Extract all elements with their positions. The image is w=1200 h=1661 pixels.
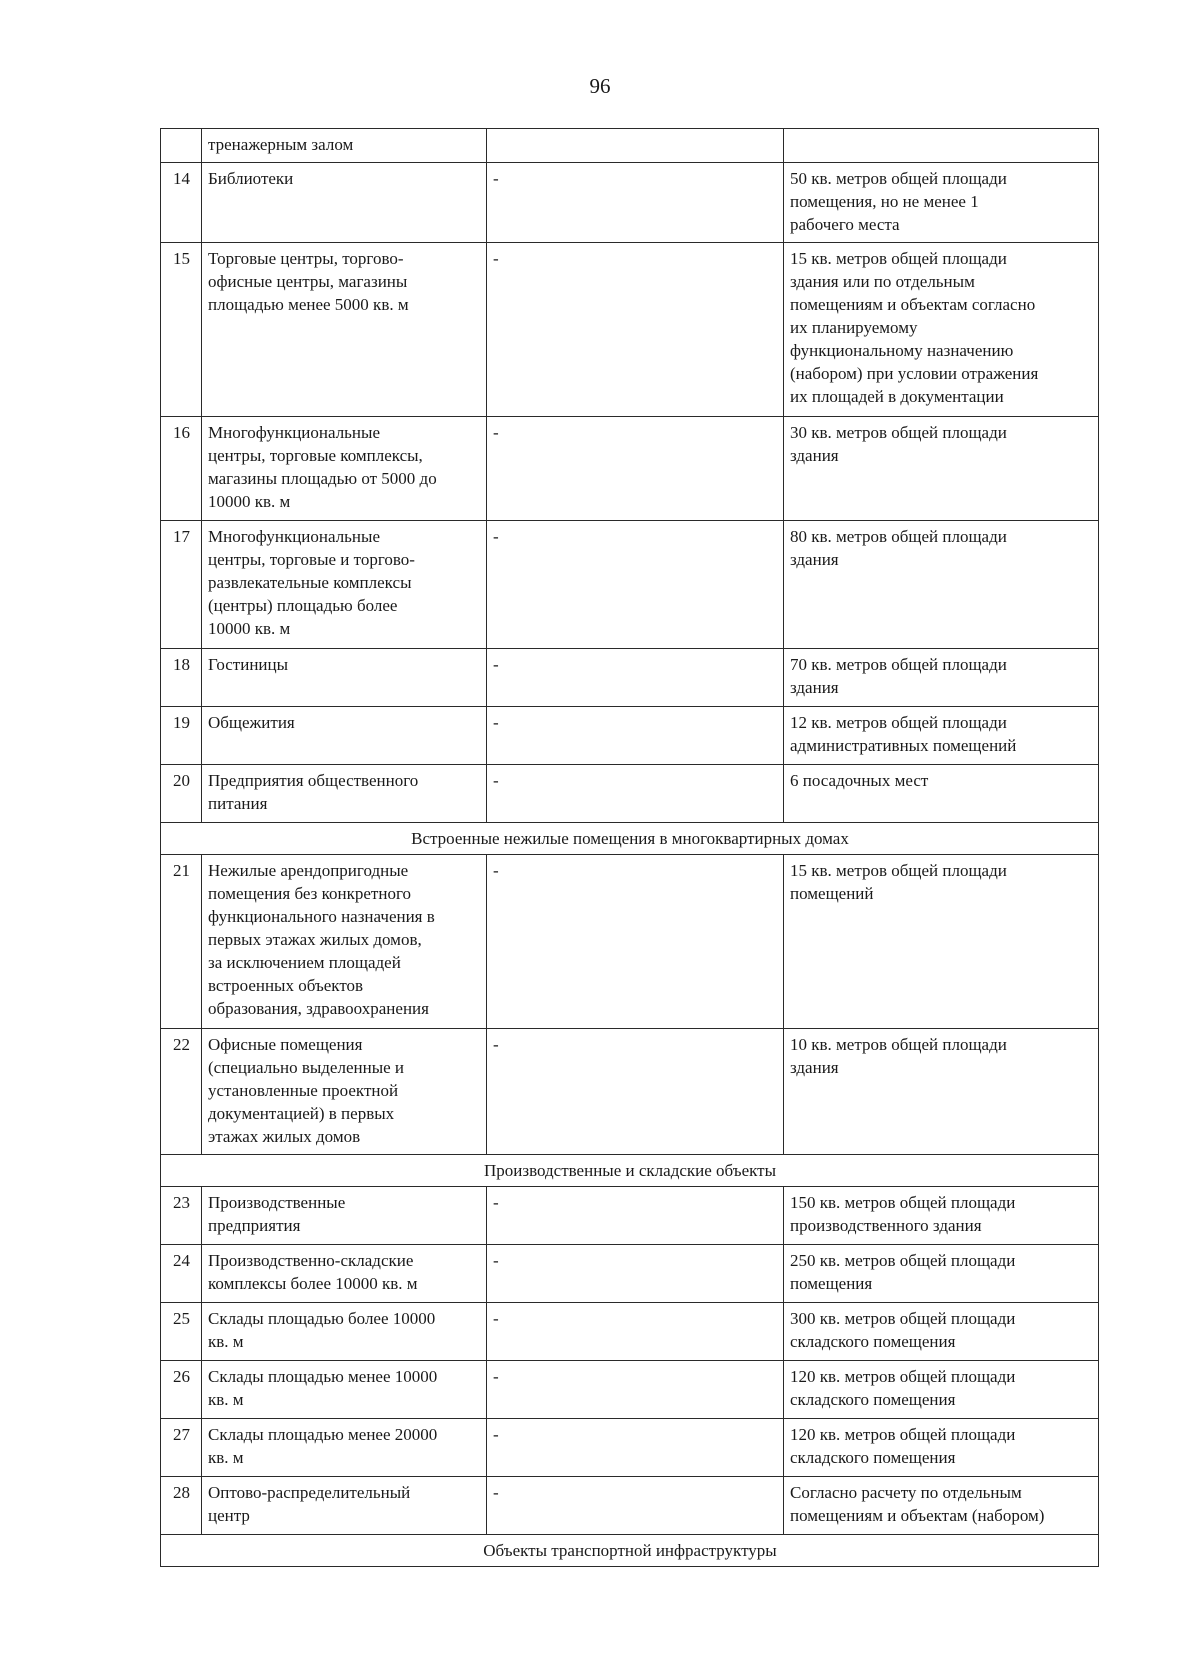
row-name-line: Предприятия общественного: [208, 771, 419, 790]
row-norm-line: функциональному назначению: [790, 341, 1014, 360]
table-row: [161, 649, 1099, 707]
row-norm-cell: [784, 649, 1099, 707]
row-norm-line: здания: [790, 678, 839, 697]
row-norm-cell: [784, 855, 1099, 1029]
section-heading: Встроенные нежилые помещения в многоквартирных домах: [161, 823, 1099, 855]
row-name-cell: [202, 707, 487, 765]
row-name-line: Склады площадью менее 20000: [208, 1425, 438, 1444]
row-name-line: (специально выделенные и: [208, 1058, 405, 1077]
row-norm-line: складского помещения: [790, 1448, 956, 1467]
row-norm-line: 15 кв. метров общей площади: [790, 861, 1007, 880]
row-number: 22: [161, 1029, 202, 1155]
table-row: [161, 521, 1099, 649]
section-heading-row: [161, 1535, 1099, 1567]
table-row: [161, 1477, 1099, 1535]
table-row-continuation: [161, 129, 1099, 163]
table-row: [161, 707, 1099, 765]
row-name-line: Склады площадью более 10000: [208, 1309, 436, 1328]
row-norm-cell: [784, 1245, 1099, 1303]
row-mid-value: -: [487, 855, 784, 1029]
row-name-line: питания: [208, 794, 268, 813]
row-norm-line: их площадей в документации: [790, 387, 1004, 406]
row-norm-cell: [784, 521, 1099, 649]
row-name-line: площадью менее 5000 кв. м: [208, 295, 409, 314]
row-mid-value: -: [487, 649, 784, 707]
row-name-cell: [202, 765, 487, 823]
row-norm-cell: [784, 129, 1099, 163]
row-name-cell: [202, 1187, 487, 1245]
row-name-line: первых этажах жилых домов,: [208, 930, 422, 949]
row-number: 23: [161, 1187, 202, 1245]
row-norm-line: 12 кв. метров общей площади: [790, 713, 1007, 732]
row-number: 25: [161, 1303, 202, 1361]
row-name-cell: [202, 649, 487, 707]
row-norm-line: 150 кв. метров общей площади: [790, 1193, 1016, 1212]
row-name-line: Общежития: [208, 713, 295, 732]
table-row: [161, 855, 1099, 1029]
row-number: 17: [161, 521, 202, 649]
row-name-line: развлекательные комплексы: [208, 573, 412, 592]
row-name-line: функционального назначения в: [208, 907, 435, 926]
row-name-cell: [202, 855, 487, 1029]
row-name-line: 10000 кв. м: [208, 492, 291, 511]
table-row: [161, 1419, 1099, 1477]
row-name-line: встроенных объектов: [208, 976, 364, 995]
row-name-line: Склады площадью менее 10000: [208, 1367, 438, 1386]
row-number: 27: [161, 1419, 202, 1477]
row-name-line: кв. м: [208, 1332, 244, 1351]
row-number: 20: [161, 765, 202, 823]
row-name-line: установленные проектной: [208, 1081, 399, 1100]
row-norm-line: их планируемому: [790, 318, 918, 337]
row-mid-value: -: [487, 1245, 784, 1303]
row-norm-line: 120 кв. метров общей площади: [790, 1425, 1016, 1444]
table-row: [161, 417, 1099, 521]
row-norm-line: (набором) при условии отражения: [790, 364, 1039, 383]
row-norm-line: 300 кв. метров общей площади: [790, 1309, 1016, 1328]
row-mid-value: -: [487, 521, 784, 649]
row-name-line: помещения без конкретного: [208, 884, 411, 903]
row-number: 15: [161, 243, 202, 417]
row-mid-value: -: [487, 1477, 784, 1535]
row-name-line: центр: [208, 1506, 250, 1525]
row-norm-cell: [784, 1477, 1099, 1535]
row-name-cell: [202, 1245, 487, 1303]
row-norm-cell: [784, 1187, 1099, 1245]
row-number: 24: [161, 1245, 202, 1303]
table-row: [161, 163, 1099, 243]
row-norm-line: складского помещения: [790, 1390, 956, 1409]
table-row: [161, 1361, 1099, 1419]
row-name-cell: [202, 243, 487, 417]
row-number: 18: [161, 649, 202, 707]
row-norm-line: 80 кв. метров общей площади: [790, 527, 1007, 546]
section-heading-row: [161, 823, 1099, 855]
row-number: 21: [161, 855, 202, 1029]
row-name-line: комплексы более 10000 кв. м: [208, 1274, 418, 1293]
row-name-line: центры, торговые комплексы,: [208, 446, 423, 465]
section-heading: Объекты транспортной инфраструктуры: [161, 1535, 1099, 1567]
row-norm-line: помещения, но не менее 1: [790, 192, 979, 211]
row-mid-value: -: [487, 1187, 784, 1245]
table-row: [161, 1245, 1099, 1303]
row-name-line: кв. м: [208, 1448, 244, 1467]
table-row: [161, 765, 1099, 823]
row-name-line: Производственно-складские: [208, 1251, 414, 1270]
section-heading-row: [161, 1155, 1099, 1187]
row-norm-line: помещениям и объектам согласно: [790, 295, 1036, 314]
row-mid-value: -: [487, 765, 784, 823]
row-mid-value: -: [487, 243, 784, 417]
row-norm-line: здания или по отдельным: [790, 272, 975, 291]
table-row: [161, 243, 1099, 417]
row-norm-line: помещения: [790, 1274, 873, 1293]
row-name-cell: [202, 1303, 487, 1361]
row-mid-value: -: [487, 1303, 784, 1361]
row-norm-line: здания: [790, 1058, 839, 1077]
row-name-line: Оптово-распределительный: [208, 1483, 411, 1502]
row-name-line: Гостиницы: [208, 655, 289, 674]
row-name-line: Торговые центры, торгово-: [208, 249, 404, 268]
norms-table-body: [161, 129, 1099, 1567]
row-name-line: образования, здравоохранения: [208, 999, 429, 1018]
row-norm-cell: [784, 707, 1099, 765]
row-norm-line: 50 кв. метров общей площади: [790, 169, 1007, 188]
table-row: [161, 1029, 1099, 1155]
table-row: [161, 1303, 1099, 1361]
row-name-cell: [202, 1029, 487, 1155]
row-number: 26: [161, 1361, 202, 1419]
row-name-line: центры, торговые и торгово-: [208, 550, 415, 569]
row-name-cell: [202, 417, 487, 521]
row-name-line: магазины площадью от 5000 до: [208, 469, 437, 488]
row-number: 14: [161, 163, 202, 243]
row-norm-cell: [784, 1029, 1099, 1155]
row-name-line: Библиотеки: [208, 169, 294, 188]
row-norm-line: 6 посадочных мест: [790, 771, 929, 790]
row-norm-line: помещений: [790, 884, 874, 903]
row-name-line: за исключением площадей: [208, 953, 401, 972]
row-name-line: 10000 кв. м: [208, 619, 291, 638]
row-name-line: (центры) площадью более: [208, 596, 398, 615]
row-norm-cell: [784, 765, 1099, 823]
row-norm-line: производственного здания: [790, 1216, 982, 1235]
row-name-line: кв. м: [208, 1390, 244, 1409]
page-number: 96: [589, 74, 611, 98]
row-name-cell: [202, 521, 487, 649]
row-mid-value: -: [487, 1029, 784, 1155]
row-name-line: тренажерным залом: [208, 135, 354, 154]
row-norm-cell: [784, 243, 1099, 417]
row-norm-cell: [784, 417, 1099, 521]
row-norm-line: 70 кв. метров общей площади: [790, 655, 1007, 674]
row-norm-line: 10 кв. метров общей площади: [790, 1035, 1007, 1054]
row-norm-line: здания: [790, 446, 839, 465]
row-name-line: Офисные помещения: [208, 1035, 363, 1054]
row-name-line: Многофункциональные: [208, 423, 381, 442]
row-norm-line: 250 кв. метров общей площади: [790, 1251, 1016, 1270]
row-name-cell: [202, 1419, 487, 1477]
row-mid-value: -: [487, 163, 784, 243]
row-norm-cell: [784, 1419, 1099, 1477]
row-norm-cell: [784, 163, 1099, 243]
row-norm-line: административных помещений: [790, 736, 1017, 755]
row-norm-cell: [784, 1361, 1099, 1419]
row-name-line: этажах жилых домов: [208, 1127, 361, 1146]
row-norm-line: 15 кв. метров общей площади: [790, 249, 1007, 268]
row-name-cell: [202, 129, 487, 163]
row-name-line: предприятия: [208, 1216, 301, 1235]
row-norm-line: рабочего места: [790, 215, 900, 234]
row-mid-value: -: [487, 1419, 784, 1477]
section-heading: Производственные и складские объекты: [161, 1155, 1099, 1187]
row-norm-cell: [784, 1303, 1099, 1361]
row-mid-value: -: [487, 417, 784, 521]
row-number: 28: [161, 1477, 202, 1535]
row-norm-line: Согласно расчету по отдельным: [790, 1483, 1022, 1502]
row-name-cell: [202, 1361, 487, 1419]
row-norm-line: складского помещения: [790, 1332, 956, 1351]
row-name-line: офисные центры, магазины: [208, 272, 408, 291]
row-number: 16: [161, 417, 202, 521]
row-name-line: Производственные: [208, 1193, 346, 1212]
row-name-line: Нежилые арендопригодные: [208, 861, 409, 880]
row-norm-line: 120 кв. метров общей площади: [790, 1367, 1016, 1386]
row-mid-value: -: [487, 1361, 784, 1419]
row-norm-line: помещениям и объектам (набором): [790, 1506, 1045, 1525]
table-row: [161, 1187, 1099, 1245]
norms-table: [160, 128, 1099, 1567]
row-name-line: Многофункциональные: [208, 527, 381, 546]
row-name-cell: [202, 1477, 487, 1535]
row-norm-line: 30 кв. метров общей площади: [790, 423, 1007, 442]
row-norm-line: здания: [790, 550, 839, 569]
row-number-cell: [161, 129, 202, 163]
row-number: 19: [161, 707, 202, 765]
row-name-line: документацией) в первых: [208, 1104, 395, 1123]
row-mid-cell: [487, 129, 784, 163]
row-mid-value: -: [487, 707, 784, 765]
row-name-cell: [202, 163, 487, 243]
